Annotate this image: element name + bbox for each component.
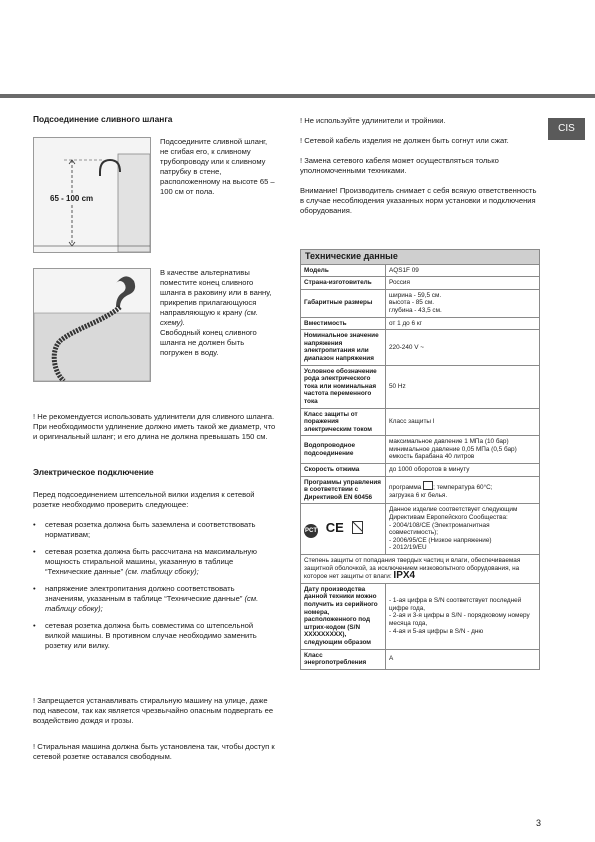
top-divider-bar xyxy=(0,94,595,98)
note-cable-replace: ! Замена сетевого кабеля может осуществляться только уполномоченными техниками. xyxy=(300,156,499,175)
electric-intro: Перед подсоединением штепсельной вилки изделия к сетевой розетке необходимо проверить следующее: xyxy=(33,490,255,509)
spec-row-ip: Степень защиты от попадания твердых частиц и влаги, обеспечиваемая защитной оболочкой, за исключением низковольтного оборудования, на которое нет защиты от влаги: IPX4 xyxy=(301,555,540,584)
checklist-item: • сетевая розетка должна быть рассчитана на максимальную мощность стиральной машины, указанную в таблице “Технические данные” (см. таблицу сбоку); xyxy=(33,547,257,576)
drain-sink-figure xyxy=(33,268,151,382)
note-cable-bend: ! Сетевой кабель изделия не должен быть согнут или сжат. xyxy=(300,136,509,145)
checklist-item: • напряжение электропитания должно соответствовать значениям, указанным в таблице “Технические данные” (см. таблицу сбоку); xyxy=(33,584,259,613)
spec-row: Дату производства данной техники можно получить из серийного номера, расположенного под штрих-кодом (S/N XXXXXXXXX), следующим образом - 1-ая цифра в S/N соответствует последней цифре года, - 2-ая и 3-я цифры в S/N - порядковому номеру месяца года, - 4-ая и 5-ая цифры в S/N - дню xyxy=(301,583,540,649)
spec-row: Класс энергопотребления A xyxy=(301,649,540,669)
drain-height-figure xyxy=(33,137,151,253)
drain-fig2-text xyxy=(160,268,276,358)
note-liability: Внимание! Производитель снимает с себя всякую ответственность в случае несоблюдения указанных норм установки и подключения оборудования. xyxy=(300,186,537,215)
weee-bin-icon xyxy=(352,521,363,534)
electric-warning-access: ! Стиральная машина должна быть установлена так, чтобы доступ к сетевой розетке оставался свободным. xyxy=(33,742,275,761)
language-tab: CIS xyxy=(548,118,585,140)
spec-row: Программы управления в соответствии с Директивой EN 60456 программа ; температура 60°C; загрузка 6 кг белья. xyxy=(301,476,540,504)
drain-height-label: 65 - 100 cm xyxy=(50,194,94,203)
drain-fig2-text-em: (см. схему). xyxy=(160,308,258,327)
spec-row: Скорость отжима до 1000 оборотов в минуту xyxy=(301,464,540,477)
drain-fig2-text-b: Свободный конец сливного шланга не должен быть погружен в воду. xyxy=(160,328,257,357)
spec-row: Условное обозначение рода электрического тока или номинальная частота переменного тока 50 Hz xyxy=(301,365,540,408)
pct-mark-icon: PCT xyxy=(304,524,318,538)
spec-row-marks: PCT CE Данное изделие соответствует следующим Директивам Европейского Сообщества: - 2004/108/CE (Электромагнитная совместимость); - 2006/95/CE (Низкое напряжение) - 2012/19/EU xyxy=(301,504,540,555)
drain-heading: Подсоединение сливного шланга xyxy=(33,114,173,124)
program-icon xyxy=(423,481,433,490)
checklist-item: • сетевая розетка должна быть совместима со штепсельной вилкой машины. В противном случае необходимо заменить розетку или вилку. xyxy=(33,621,257,650)
right-column xyxy=(300,116,540,216)
left-column xyxy=(33,110,276,124)
drain-fig1-text: Подсоедините сливной шланг, не сгибая его, к сливному трубопроводу или к сливному патрубку в стене, расположенному на высоте 65 – 100 см от пола. xyxy=(160,137,275,196)
drain-warning: ! Не рекомендуется использовать удлинители для сливного шланга. При необходимости удлинение должно иметь такой же диаметр, что и оригинальный шланг; и его длина не должна превышать 150 см. xyxy=(33,412,276,441)
electric-checklist xyxy=(33,520,276,651)
drain-sink-illustration xyxy=(34,269,150,381)
spec-row: Водопроводное подсоединение максимальное давление 1 МПа (10 бар) минимальное давление 0,05 МПа (0,5 бар) емкость барабана 40 литров xyxy=(301,436,540,464)
tech-spec-table xyxy=(300,249,540,670)
note-no-extensions: ! Не используйте удлинители и тройники. xyxy=(300,116,446,125)
electric-warning-outdoor: ! Запрещается устанавливать стиральную машину на улице, даже под навесом, так как является чрезвычайно опасным подвергать ее воздействию дождя и грозы. xyxy=(33,696,274,725)
spec-row: Габаритные размеры ширина - 59,5 см. высота - 85 см. глубина - 43,5 см. xyxy=(301,289,540,317)
checklist-item: • сетевая розетка должна быть заземлена и соответствовать нормативам; xyxy=(33,520,256,539)
spec-row: Класс защиты от поражения электрическим током Класс защиты I xyxy=(301,408,540,436)
spec-title: Технические данные xyxy=(301,250,540,265)
electric-heading: Электрическое подключение xyxy=(33,467,154,477)
drain-fig2-text-a: В качестве альтернативы поместите конец сливного шланга в раковину или в ванну, прикрепив прилагающуюся направляющую к крану xyxy=(160,268,272,317)
spec-row: Страна-изготовитель Россия xyxy=(301,277,540,290)
spec-row: Номинальное значение напряжения электропитания или диапазон напряжения 220-240 V ~ xyxy=(301,330,540,365)
ip-rating: IPX4 xyxy=(393,570,416,582)
spec-row: Вместимость от 1 до 6 кг xyxy=(301,317,540,330)
page-number: 3 xyxy=(536,818,542,828)
spec-row: Модель AQS1F 09 xyxy=(301,264,540,277)
ce-mark-icon: CE xyxy=(325,519,344,535)
